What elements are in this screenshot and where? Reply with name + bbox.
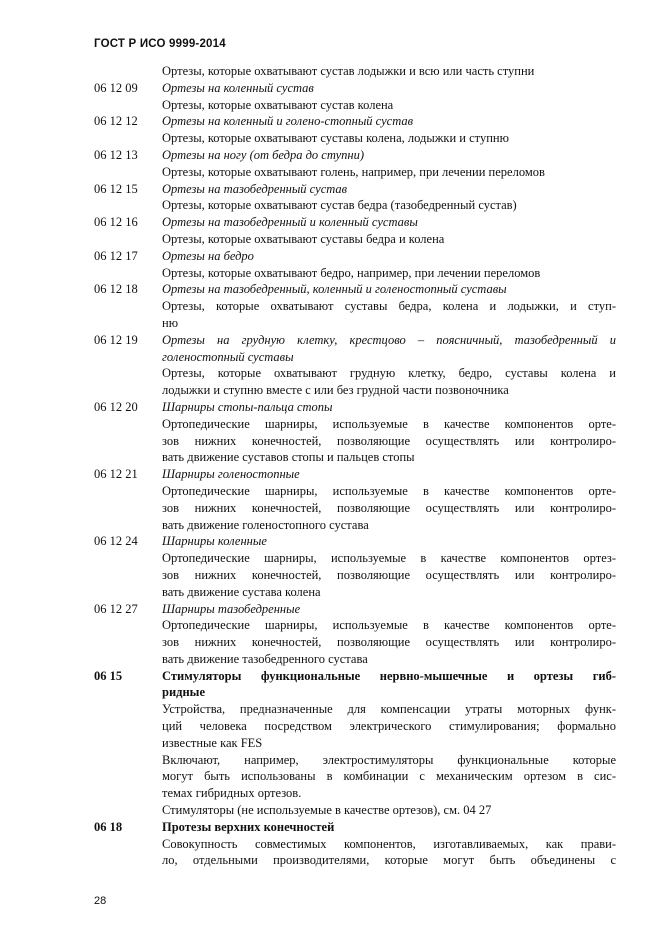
list-entry — [94, 181, 616, 215]
list-entry — [94, 819, 616, 869]
entry-text-line: ций человека посредством электрического стимулирования; формально — [162, 719, 616, 734]
entry-code: 06 12 24 — [94, 534, 138, 549]
entry-text-line: зов нижних конечностей, позволяющие осуществлять или контролиро- — [162, 635, 616, 650]
entry-code: 06 12 27 — [94, 601, 138, 616]
entry-code — [94, 63, 162, 80]
entry-code: 06 12 16 — [94, 215, 138, 230]
entry-text-line: Ортопедические шарниры, используемые в качестве компонентов ортез- — [162, 551, 616, 566]
list-entry — [94, 399, 616, 466]
entry-title: ридные — [162, 685, 205, 700]
entry-text-line: зов нижних конечностей, позволяющие осуществлять или контролиро- — [162, 433, 616, 448]
list-entry — [94, 214, 616, 248]
entry-title: Ортезы на грудную клетку, крестцово – поясничный, тазобедренный и — [162, 332, 616, 347]
entry-title: Шарниры тазобедренные — [162, 601, 301, 616]
entry-title: Шарниры коленные — [162, 534, 267, 549]
entry-text-line: могут быть использованы в комбинации с механическим ортезом в сис- — [162, 769, 616, 784]
entry-text-line: вать движение суставов стопы и пальцев стопы — [162, 450, 415, 465]
entry-text-line: ло, отдельными производителями, которые могут быть объединены с — [162, 853, 616, 868]
entry-title: Протезы верхних конечностей — [162, 819, 335, 834]
entry-code: 06 12 19 — [94, 332, 138, 347]
list-entry — [94, 332, 616, 399]
entry-text-line: Ортезы, которые охватывают суставы колена, лодыжки и ступню — [162, 131, 509, 146]
entry-code: 06 12 13 — [94, 147, 138, 162]
entry-text-line: вать движение сустава колена — [162, 584, 321, 599]
document-header: ГОСТ Р ИСО 9999-2014 — [94, 38, 226, 50]
entry-code: 06 12 12 — [94, 114, 138, 129]
page-number: 28 — [94, 895, 107, 907]
list-entry — [94, 533, 616, 600]
entry-title: голеностопный суставы — [162, 349, 294, 364]
entry-code: 06 12 20 — [94, 399, 138, 414]
entry-title: Шарниры стопы-пальца стопы — [162, 399, 333, 414]
entry-code: 06 18 — [94, 819, 123, 834]
entry-title: Ортезы на бедро — [162, 248, 254, 263]
entry-text-line: Стимуляторы (не используемые в качестве ортезов), см. 04 27 — [162, 803, 492, 818]
entry-code: 06 12 15 — [94, 181, 138, 196]
list-entry — [94, 466, 616, 533]
list-entry — [94, 601, 616, 668]
list-entry — [94, 248, 616, 282]
entry-code: 06 15 — [94, 668, 123, 683]
entry-text-line: Ортопедические шарниры, используемые в качестве компонентов ортe- — [162, 483, 616, 498]
entry-text-line: Ортезы, которые охватывают сустав колена — [162, 97, 394, 112]
entry-text-line: зов нижних конечностей, позволяющие осуществлять или контролиро- — [162, 500, 616, 515]
classification-list — [94, 63, 616, 869]
entry-text-line: ню — [162, 315, 179, 330]
list-entry — [94, 63, 616, 80]
entry-code: 06 12 17 — [94, 248, 138, 263]
entry-title: Ортезы на коленный сустав — [162, 80, 314, 95]
entry-title: Ортезы на тазобедренный сустав — [162, 181, 348, 196]
entry-text-line: вать движение тазобедренного сустава — [162, 651, 368, 666]
entry-text-line: зов нижних конечностей, позволяющие осуществлять или контролиро- — [162, 567, 616, 582]
entry-title: Ортезы на тазобедренный и коленный суставы — [162, 215, 418, 230]
list-entry — [94, 80, 616, 114]
entry-text-line: Ортезы, которые охватывают грудную клетку, бедро, суставы колена и — [162, 366, 616, 381]
entry-code: 06 12 21 — [94, 467, 138, 482]
entry-text-line: Ортезы, которые охватывают суставы бедра, колена и лодыжки, и ступ- — [162, 299, 616, 314]
list-entry — [94, 147, 616, 181]
list-entry — [94, 281, 616, 331]
entry-code: 06 12 09 — [94, 80, 138, 95]
entry-text-line: темах гибридных ортезов. — [162, 786, 302, 801]
entry-text-line: лодыжки и ступню вместе с или без грудной части позвоночника — [162, 383, 509, 398]
list-entry — [94, 668, 616, 819]
entry-text-line: Ортопедические шарниры, используемые в качестве компонентов орте- — [162, 416, 616, 431]
entry-text-line: Включают, например, электростимуляторы функциональные которые — [162, 752, 616, 767]
entry-title: Ортезы на ногу (от бедра до ступни) — [162, 147, 364, 162]
entry-text-line: известные как FES — [162, 735, 263, 750]
entry-text-line: вать движение голеностопного сустава — [162, 517, 369, 532]
entry-text-line: Ортезы, которые охватывают сустав лодыжки и всю или часть ступни — [162, 64, 535, 78]
entry-title: Стимуляторы функциональные нервно-мышечные и ортезы гиб- — [162, 668, 616, 683]
entry-text-line: Совокупность совместимых компонентов, изготавливаемых, как прави- — [162, 836, 616, 851]
entry-title: Ортезы на тазобедренный, коленный и голеностопный суставы — [162, 282, 507, 297]
entry-text-line: Устройства, предназначенные для компенсации утраты моторных функ- — [162, 702, 616, 717]
entry-title: Ортезы на коленный и голено-стопный сустав — [162, 114, 414, 129]
entry-text-line: Ортезы, которые охватывают бедро, например, при лечении переломов — [162, 265, 541, 280]
entry-text-line: Ортезы, которые охватывают голень, например, при лечении переломов — [162, 164, 545, 179]
entry-title: Шарниры голеностопные — [162, 467, 300, 482]
list-entry — [94, 113, 616, 147]
entry-code: 06 12 18 — [94, 282, 138, 297]
entry-text-line: Ортезы, которые охватывают суставы бедра и колена — [162, 231, 445, 246]
entry-text-line: Ортезы, которые охватывают сустав бедра (тазобедренный сустав) — [162, 198, 517, 213]
entry-text-line: Ортопедические шарниры, используемые в качестве компонентов ортe- — [162, 618, 616, 633]
